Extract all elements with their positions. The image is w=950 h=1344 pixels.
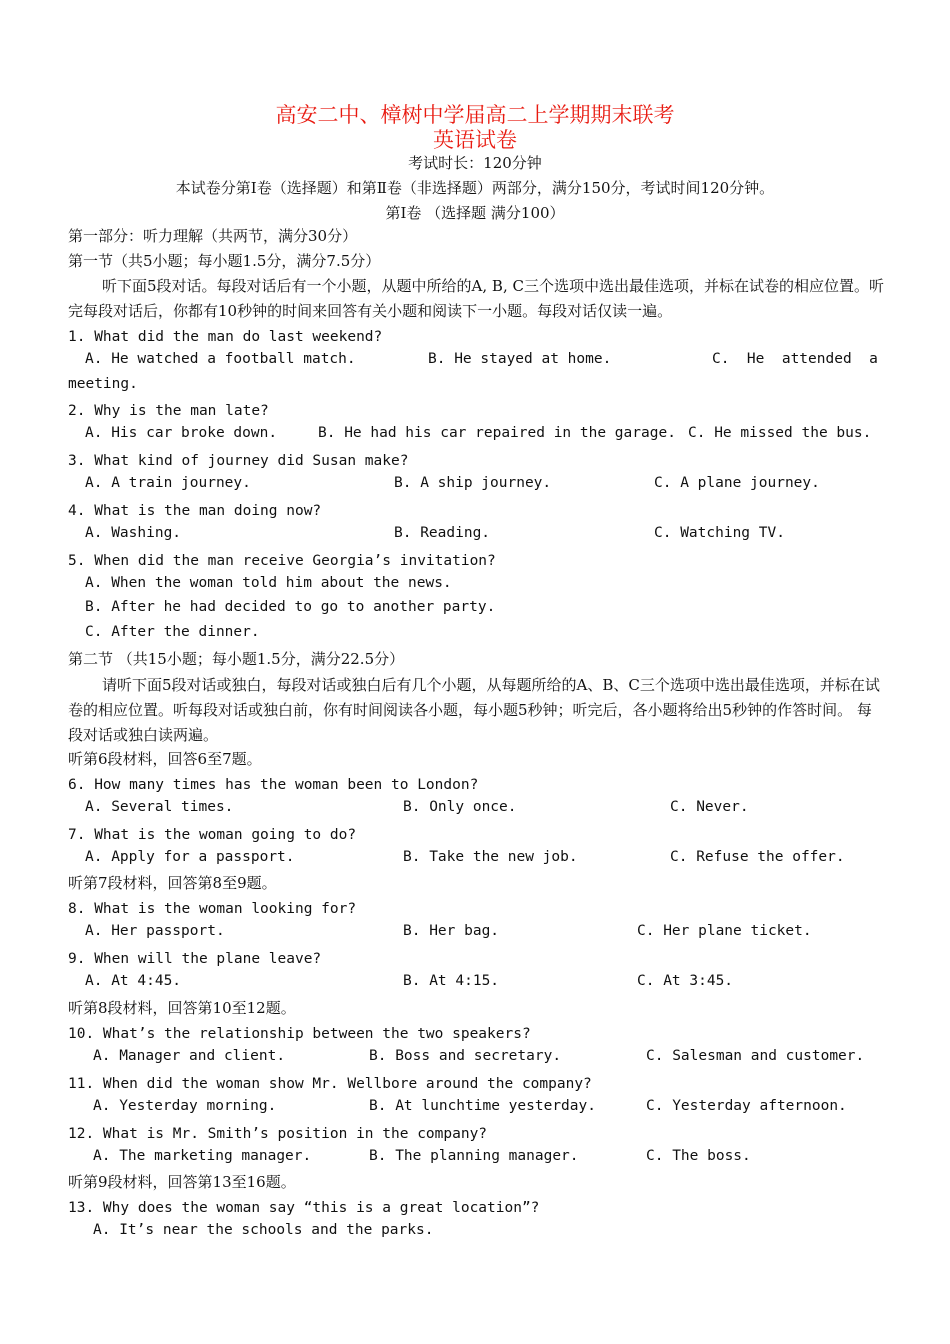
option-c: C. A plane journey. bbox=[654, 475, 820, 491]
material-heading: 听第8段材料，回答第10至12题。 bbox=[68, 999, 296, 1017]
option-c: C. Yesterday afternoon. bbox=[646, 1098, 847, 1114]
option-c: C. Never. bbox=[670, 799, 749, 815]
section-instructions: 听下面5段对话。每段对话后有一个小题，从题中所给的A, B, C三个选项中选出最佳选项，并标在试卷的相应位置。听完每段对话后，你都有10秒钟的时间来回答有关小题和阅读下一小题。每段对话仅读一遍。 bbox=[68, 277, 884, 320]
material-heading: 听第9段材料，回答第13至16题。 bbox=[68, 1173, 296, 1191]
option-c: C. Watching TV. bbox=[654, 525, 785, 541]
option-c: C. Refuse the offer. bbox=[670, 849, 845, 865]
option-b: B. At lunchtime yesterday. bbox=[369, 1098, 596, 1114]
section-heading: 第二节 （共15小题；每小题1.5分，满分22.5分） bbox=[68, 650, 405, 668]
option-a: A. Several times. bbox=[85, 799, 234, 815]
question-11: 11. When did the woman show Mr. Wellbore around the company? bbox=[68, 1076, 592, 1092]
section-heading: 第一节（共5小题；每小题1.5分，满分7.5分） bbox=[68, 252, 381, 270]
option-b: B. Only once. bbox=[403, 799, 517, 815]
part-heading: 第一部分：听力理解（共两节，满分30分） bbox=[68, 227, 358, 245]
question-2: 2. Why is the man late? bbox=[68, 403, 269, 419]
volume-heading: 第Ⅰ卷 （选择题 满分100） bbox=[385, 204, 565, 222]
question-1: 1. What did the man do last weekend? bbox=[68, 329, 383, 345]
exam-subtitle: 英语试卷 bbox=[433, 128, 517, 152]
option-a: A. Washing. bbox=[85, 525, 182, 541]
material-heading: 听第7段材料，回答第8至9题。 bbox=[68, 874, 277, 892]
question-8: 8. What is the woman looking for? bbox=[68, 901, 357, 917]
option-a: A. Apply for a passport. bbox=[85, 849, 295, 865]
option-c: C. The boss. bbox=[646, 1148, 751, 1164]
option-b: B. Take the new job. bbox=[403, 849, 578, 865]
option-c: C. He missed the bus. bbox=[688, 425, 872, 441]
option-b: B. He had his car repaired in the garage. bbox=[318, 425, 676, 441]
option-c: C. After the dinner. bbox=[85, 624, 260, 640]
option-a: A. He watched a football match. bbox=[85, 351, 356, 367]
option-b: B. He stayed at home. bbox=[428, 351, 612, 367]
exam-title: 高安二中、樟树中学届高二上学期期末联考 bbox=[275, 103, 675, 127]
option-b: B. Her bag. bbox=[403, 923, 500, 939]
option-a: A. At 4:45. bbox=[85, 973, 182, 989]
question-12: 12. What is Mr. Smith’s position in the company? bbox=[68, 1126, 488, 1142]
option-a: A. Yesterday morning. bbox=[93, 1098, 277, 1114]
option-c: C. Salesman and customer. bbox=[646, 1048, 865, 1064]
material-heading: 听第6段材料，回答6至7题。 bbox=[68, 750, 262, 768]
option-b: B. The planning manager. bbox=[369, 1148, 579, 1164]
question-10: 10. What’s the relationship between the two speakers? bbox=[68, 1026, 531, 1042]
option-b: B. After he had decided to go to another party. bbox=[85, 599, 496, 615]
question-7: 7. What is the woman going to do? bbox=[68, 827, 357, 843]
option-b: B. Boss and secretary. bbox=[369, 1048, 562, 1064]
question-5: 5. When did the man receive Georgia’s invitation? bbox=[68, 553, 496, 569]
question-4: 4. What is the man doing now? bbox=[68, 503, 322, 519]
option-c: C. At 3:45. bbox=[637, 973, 734, 989]
option-c: C. Her plane ticket. bbox=[637, 923, 812, 939]
option-a: A. Manager and client. bbox=[93, 1048, 286, 1064]
option-b: B. At 4:15. bbox=[403, 973, 500, 989]
option-a: A. When the woman told him about the news. bbox=[85, 575, 452, 591]
option-a: A. Her passport. bbox=[85, 923, 225, 939]
exam-intro: 本试卷分第Ⅰ卷（选择题）和第Ⅱ卷（非选择题）两部分，满分150分，考试时间120分钟。 bbox=[175, 179, 775, 197]
option-c: C. He attended a bbox=[712, 351, 878, 367]
option-b: B. A ship journey. bbox=[394, 475, 552, 491]
option-a: A. It’s near the schools and the parks. bbox=[93, 1222, 434, 1238]
question-6: 6. How many times has the woman been to London? bbox=[68, 777, 479, 793]
option-b: B. Reading. bbox=[394, 525, 491, 541]
option-a: A. His car broke down. bbox=[85, 425, 278, 441]
option-c-cont: meeting. bbox=[68, 376, 138, 392]
question-9: 9. When will the plane leave? bbox=[68, 951, 322, 967]
section-instructions: 请听下面5段对话或独白，每段对话或独白后有几个小题，从每题所给的A、B、C三个选项中选出最佳选项，并标在试卷的相应位置。听每段对话或独白前，你有时间阅读各小题，每小题5秒钟；听完后，各小题将给出5秒钟的作答时间。 每段对话或独白读两遍。 bbox=[68, 676, 880, 744]
option-a: A. The marketing manager. bbox=[93, 1148, 312, 1164]
exam-time: 考试时长：120分钟 bbox=[408, 154, 542, 172]
option-a: A. A train journey. bbox=[85, 475, 251, 491]
question-13: 13. Why does the woman say “this is a great location”? bbox=[68, 1200, 540, 1216]
question-3: 3. What kind of journey did Susan make? bbox=[68, 453, 409, 469]
